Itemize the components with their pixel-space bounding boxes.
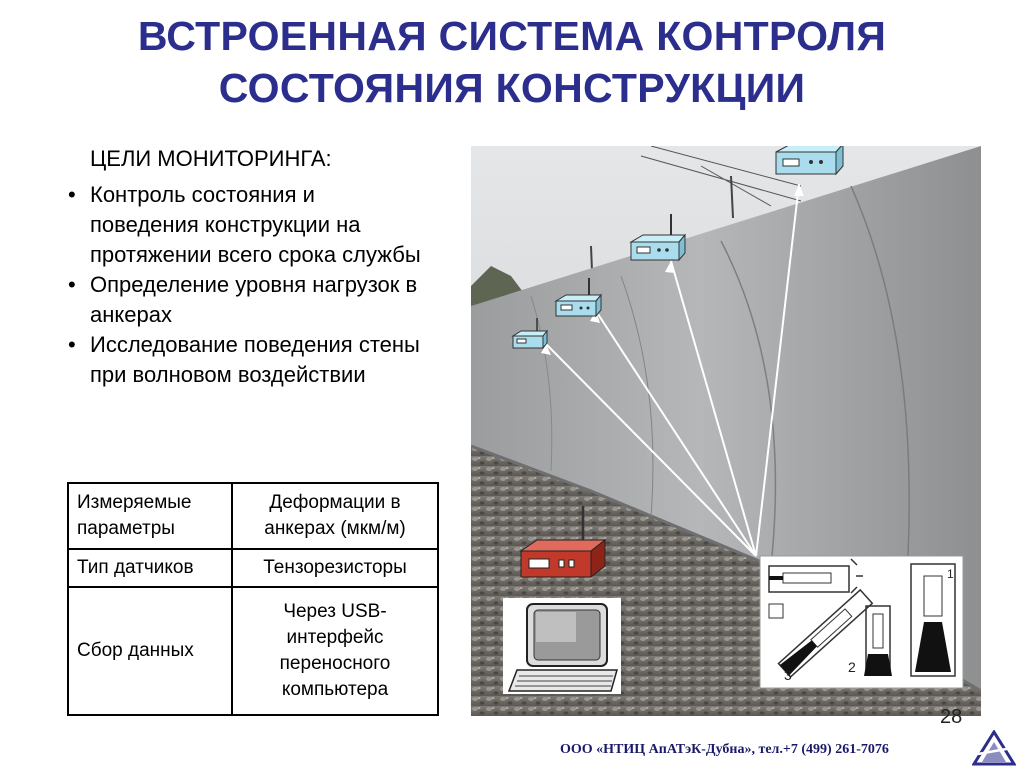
slide-title bbox=[0, 10, 1024, 114]
table-row bbox=[68, 587, 438, 715]
table-cell-value: Через USB-интерфейс переносного компьютера bbox=[232, 587, 438, 715]
table-row bbox=[68, 549, 438, 587]
gauge-number: 2 bbox=[848, 659, 856, 675]
table-cell-label: Измеряемые параметры bbox=[68, 483, 232, 549]
table-cell-value: Тензорезисторы bbox=[232, 549, 438, 587]
table-cell-label: Сбор данных bbox=[68, 587, 232, 715]
goals-list bbox=[68, 180, 428, 390]
parameters-table bbox=[67, 482, 439, 716]
table-cell-value: Деформации в анкерах (мкм/м) bbox=[232, 483, 438, 549]
laptop-icon bbox=[503, 598, 621, 694]
gauge-number: 3 bbox=[784, 667, 792, 683]
goal-item: • Контроль состояния и поведения конструкции на протяжении всего срока службы bbox=[68, 180, 428, 270]
strain-gauge-icon bbox=[760, 556, 963, 688]
title-line-2: СОСТОЯНИЯ КОНСТРУКЦИИ bbox=[218, 65, 806, 111]
title-line-1: ВСТРОЕННАЯ СИСТЕМА КОНТРОЛЯ bbox=[137, 13, 887, 59]
goal-item: • Исследование поведения стены при волновом воздействии bbox=[68, 330, 428, 390]
seawall-photo bbox=[471, 146, 981, 716]
table-row bbox=[68, 483, 438, 549]
gauge-number: 1 bbox=[947, 567, 954, 581]
table-cell-label: Тип датчиков bbox=[68, 549, 232, 587]
footer-contact: ООО «НТИЦ АпАТэК-Дубна», тел.+7 (499) 261-7076 bbox=[560, 742, 889, 757]
company-logo-icon bbox=[972, 730, 1016, 766]
goals-heading: ЦЕЛИ МОНИТОРИНГА: bbox=[90, 146, 332, 171]
slide-number: 28 bbox=[940, 706, 963, 728]
goal-item: • Определение уровня нагрузок в анкерах bbox=[68, 270, 428, 330]
wireless-sensor-icon bbox=[776, 146, 843, 174]
